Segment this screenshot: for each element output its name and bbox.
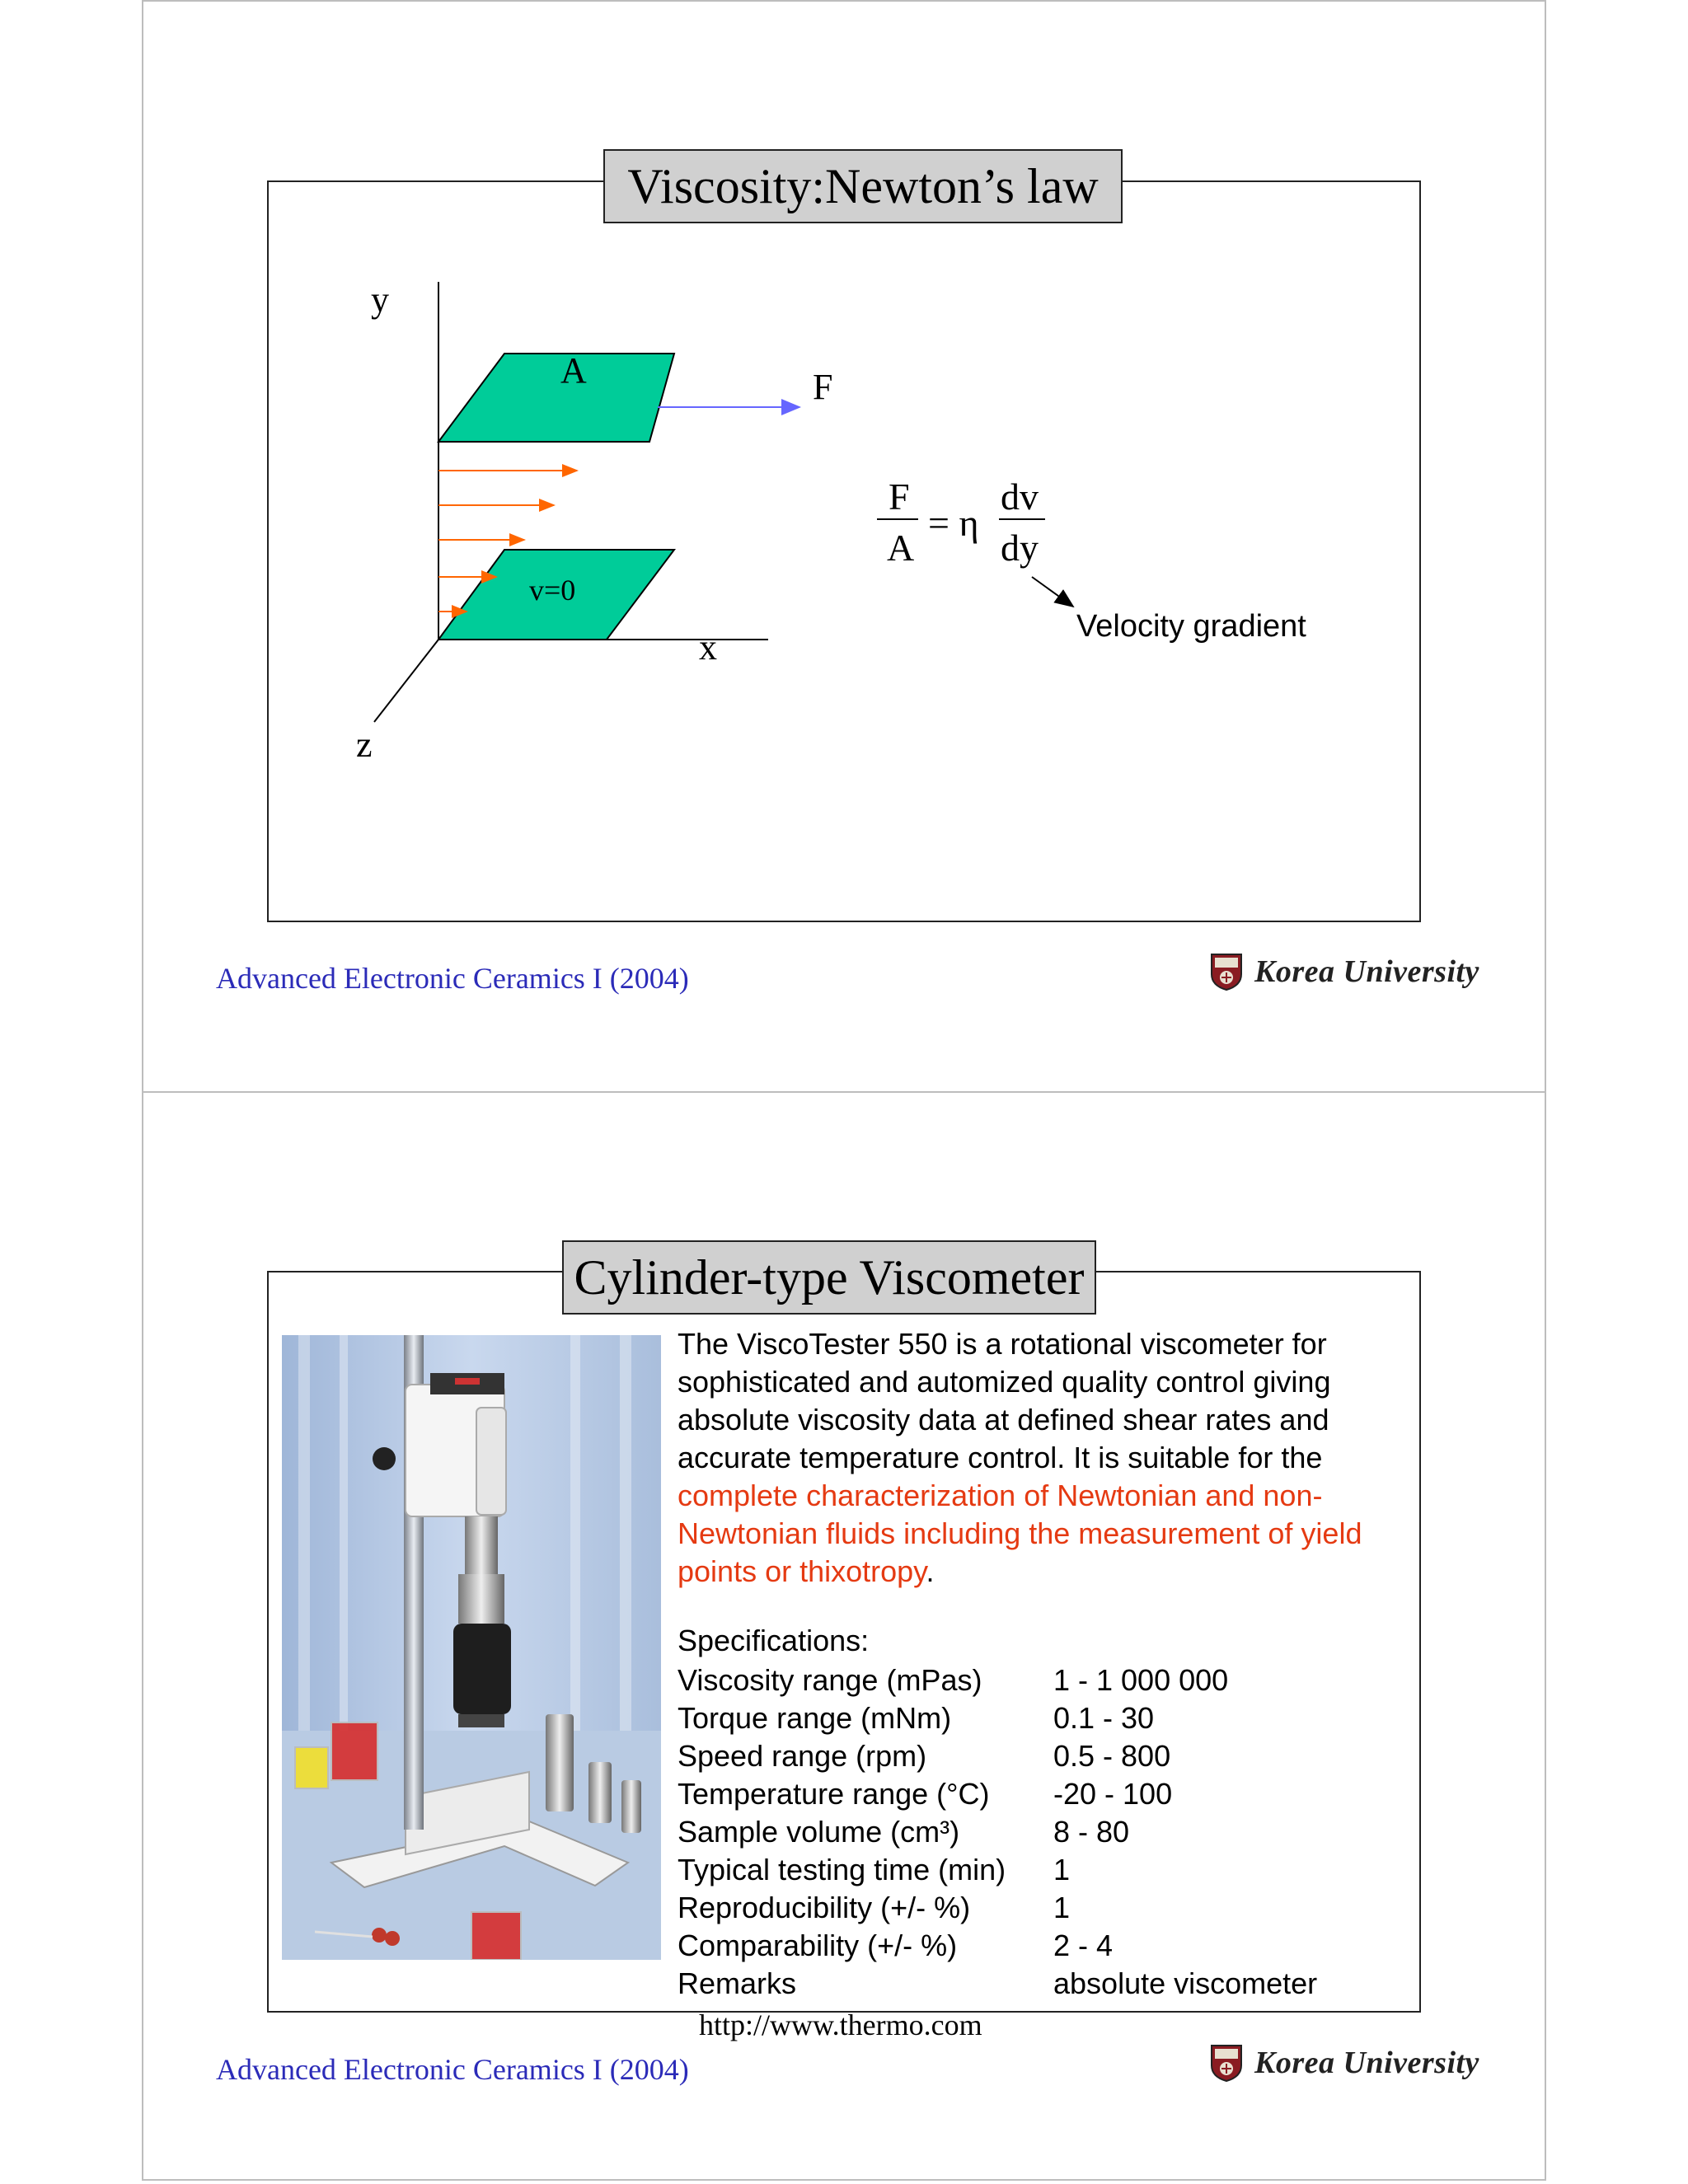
spec-row [678,1813,1419,1851]
spec-label: Sample volume (cm³) [678,1815,960,1849]
spec-label: Comparability (+/- %) [678,1929,958,1962]
university-name: Korea University [1254,2046,1479,2080]
spec-label: Remarks [678,1966,797,2000]
spec-row [678,1775,1419,1813]
spec-row [678,1661,1419,1699]
spec-row [678,1889,1419,1927]
eq-rhs-numerator: dv [1001,476,1039,518]
annotation-arrow [1032,577,1073,607]
spec-label: Reproducibility (+/- %) [678,1891,971,1924]
spec-value: absolute viscometer [1053,1966,1318,2000]
description-highlight: complete characterization of Newtonian and non-Newtonian fluids including the measurement of yield points or thixotropy [678,1479,1362,1588]
source-url[interactable]: http://www.thermo.com [699,2008,982,2041]
axis-x-label: x [699,627,717,668]
eq-lhs-numerator: F [889,476,910,518]
eq-lhs-denominator: A [887,527,915,569]
eq-rhs-denominator: dy [1001,527,1039,569]
university-name: Korea University [1254,954,1479,989]
newton-law-diagram [267,247,1421,783]
spec-value: 0.5 - 800 [1053,1739,1171,1773]
spec-label: Speed range (rpm) [678,1739,927,1773]
axis-y-label: y [371,279,389,320]
spec-row [678,1965,1419,2003]
plate-top-label: A [560,350,587,391]
spec-heading: Specifications: [678,1624,870,1657]
slide-divider [142,1091,1546,1093]
spec-value: -20 - 100 [1053,1777,1173,1811]
footer-course-name: Advanced Electronic Ceramics I (2004) [216,2053,689,2086]
spec-value: 1 [1053,1853,1071,1886]
spec-row [678,1699,1419,1737]
spec-row [678,1927,1419,1965]
velocity-gradient-label: Velocity gradient [1076,609,1306,644]
footer-course-name: Advanced Electronic Ceramics I (2004) [216,962,689,995]
spec-value: 8 - 80 [1053,1815,1130,1849]
university-logo [1210,2044,1479,2082]
spec-label: Temperature range (°C) [678,1777,990,1811]
top-plate [438,354,674,442]
force-label: F [813,367,833,407]
university-crest-icon [1210,2044,1243,2082]
spec-table [678,1661,1419,2003]
product-description [678,1325,1419,1591]
spec-label: Typical testing time (min) [678,1853,1006,1886]
spec-label: Torque range (mNm) [678,1701,952,1735]
eq-operator: = η [928,502,979,544]
newton-equation [877,476,1045,569]
university-logo [1210,953,1479,991]
spec-row [678,1737,1419,1775]
viscotester-photo [282,1335,661,1960]
slide1-title: Viscosity:Newton’s law [603,149,1123,223]
spec-value: 1 [1053,1891,1071,1924]
spec-value: 0.1 - 30 [1053,1701,1155,1735]
spec-row [678,1851,1419,1889]
university-crest-icon [1210,953,1243,991]
spec-label: Viscosity range (mPas) [678,1663,982,1697]
axis-z-label: z [356,724,373,765]
description-text: The ViscoTester 550 is a rotational viscometer for sophisticated and automized quality control giving absolute viscosity data at defined shear rates and accurate temperature control. It is suitable for the [678,1327,1331,1474]
spec-value: 1 - 1 000 000 [1053,1663,1229,1697]
z-axis-line [374,640,438,722]
spec-value: 2 - 4 [1053,1929,1114,1962]
slide2-title: Cylinder-type Viscometer [562,1240,1096,1315]
plate-bottom-label: v=0 [529,574,576,607]
description-end: . [926,1554,935,1588]
